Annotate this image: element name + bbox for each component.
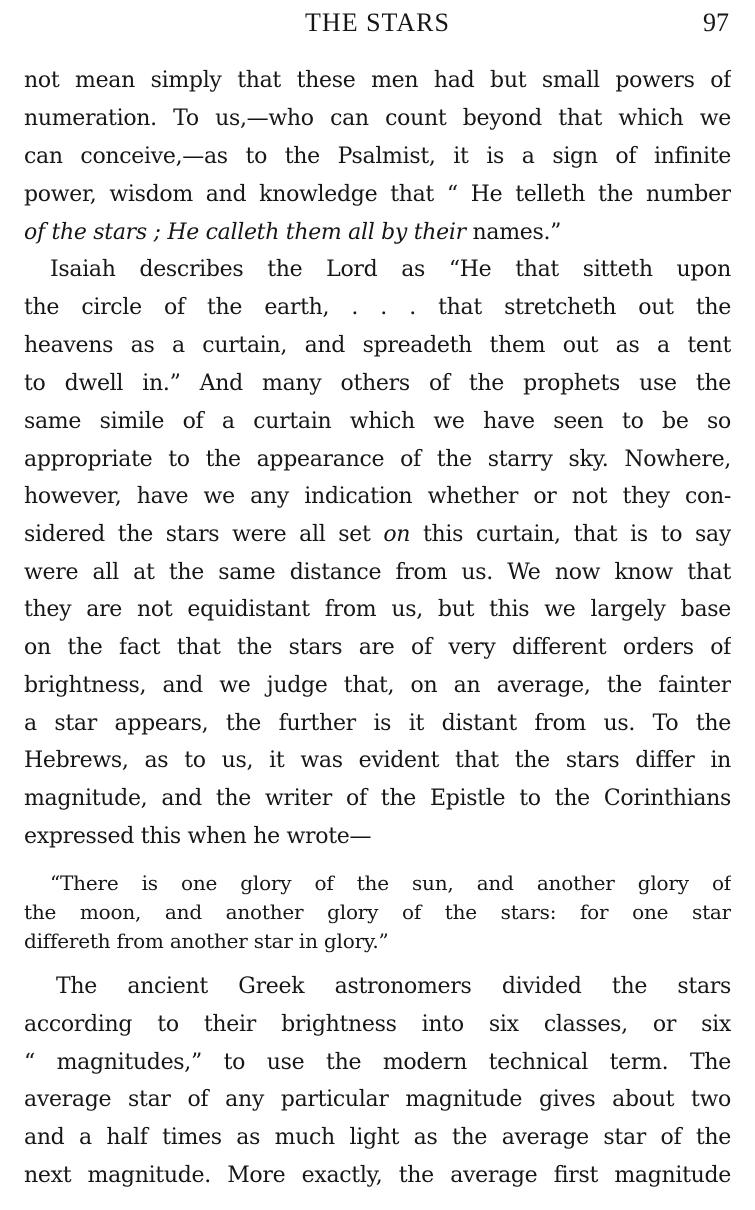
text-line: average star of any particular magnitude gives about two [24, 1087, 731, 1112]
text-line: were all at the same distance from us. We now know that [24, 560, 731, 585]
text-line: same simile of a curtain which we have seen to be so [24, 409, 731, 434]
quote-line: differeth from another star in glory.” [24, 929, 389, 953]
text-line: “ magnitudes,” to use the modern technical term. The [24, 1050, 731, 1075]
text-line: to dwell in.” And many others of the prophets use the [24, 371, 731, 396]
text-line: heavens as a curtain, and spreadeth them out as a tent [24, 333, 731, 358]
text-line: not mean simply that these men had but small powers of [24, 68, 731, 93]
text-line: appropriate to the appearance of the starry sky. Nowhere, [24, 447, 731, 472]
text-line: brightness, and we judge that, on an average, the fainter [24, 673, 731, 698]
text-line: power, wisdom and knowledge that “ He telleth the number [24, 182, 731, 207]
text-line: Isaiah describes the Lord as “He that sitteth upon [50, 257, 731, 282]
text-line: can conceive,—as to the Psalmist, it is a sign of infinite [24, 144, 731, 169]
text-line: however, have we any indication whether or not they con- [24, 484, 731, 509]
page-header [0, 6, 755, 42]
text-line: numeration. To us,—who can count beyond that which we [24, 106, 731, 131]
text-line: according to their brightness into six classes, or six [24, 1012, 731, 1037]
text-line [24, 520, 731, 550]
page-number: 97 [703, 8, 729, 37]
running-head: THE STARS [305, 8, 450, 37]
text-line: next magnitude. More exactly, the average first magnitude [24, 1163, 731, 1188]
text-span: names.” [465, 220, 562, 245]
text-line [24, 218, 731, 248]
text-line: they are not equidistant from us, but this we largely base [24, 597, 731, 622]
text-span: this curtain, that is to say [410, 522, 731, 547]
text-span: sidered the stars were all set [24, 522, 384, 547]
text-line: the circle of the earth, . . . that stretcheth out the [24, 295, 731, 320]
text-line: expressed this when he wrote— [24, 824, 372, 849]
italic-quotation: of the stars ; He calleth them all by their [24, 220, 466, 245]
italic-word: on [383, 522, 411, 547]
text-line: on the fact that the stars are of very different orders of [24, 635, 731, 660]
quote-line: “There is one glory of the sun, and another glory of [50, 871, 731, 895]
quote-line: the moon, and another glory of the stars: for one star [24, 900, 731, 924]
text-line: The ancient Greek astronomers divided the stars [56, 974, 731, 999]
text-line: Hebrews, as to us, it was evident that the stars differ in [24, 748, 731, 773]
text-line: a star appears, the further is it distant from us. To the [24, 711, 731, 736]
text-line: magnitude, and the writer of the Epistle to the Corinthians [24, 786, 731, 811]
text-line: and a half times as much light as the average star of the [24, 1125, 731, 1150]
